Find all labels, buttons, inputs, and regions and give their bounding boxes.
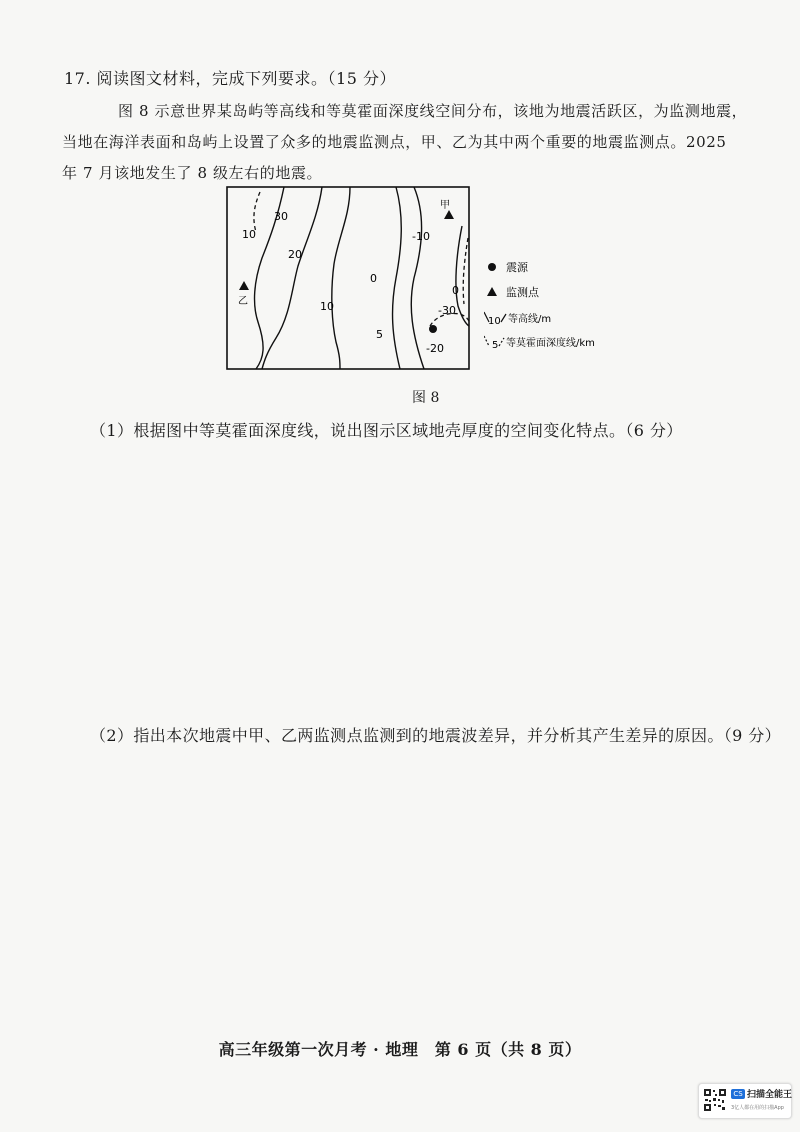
scanner-logo-icon: CS: [731, 1089, 745, 1099]
station-jia-triangle-icon: [444, 210, 454, 219]
intro-line-2: 当地在海洋表面和岛屿上设置了众多的地震监测点，甲、乙为其中两个重要的地震监测点。2025: [62, 133, 727, 151]
station-yi-triangle-icon: [239, 281, 249, 290]
legend-moho-label: 等莫霍面深度线/km: [506, 338, 595, 349]
scanner-title: 扫描全能王: [747, 1090, 793, 1100]
epicenter-dot-icon: [429, 325, 437, 333]
moho-line: [254, 192, 260, 232]
contour-label: -10: [412, 230, 430, 243]
contour-label: -30: [438, 304, 456, 317]
legend-contour-label: 等高线/m: [508, 314, 552, 325]
legend-contour-sample: 10: [488, 316, 501, 327]
contour-label: 30: [274, 210, 288, 223]
legend-contour-line-icon: [501, 314, 506, 322]
scanner-watermark-badge: [698, 1083, 792, 1119]
contour-label: 0: [452, 284, 459, 297]
moho-line: [463, 238, 468, 304]
legend-moho-sample: 5: [492, 340, 499, 351]
contour-line: [262, 187, 322, 369]
contour-label: 10: [242, 228, 256, 241]
contour-line: [332, 187, 350, 369]
scanner-subtitle: 3亿人都在用的扫描App: [731, 1105, 784, 1111]
question-header: 17. 阅读图文材料，完成下列要求。（15 分）: [64, 69, 396, 88]
moho-label: 5: [376, 328, 383, 341]
qr-code-icon: [703, 1088, 727, 1112]
figure-caption: 图 8: [412, 390, 440, 406]
sub-question-1: （1）根据图中等莫霍面深度线，说出图示区域地壳厚度的空间变化特点。（6 分）: [90, 421, 683, 440]
legend-station-label: 监测点: [506, 286, 539, 299]
contour-line: [411, 187, 424, 369]
contour-line: [393, 187, 402, 369]
contour-label: 0: [370, 272, 377, 285]
page-footer: 高三年级第一次月考 · 地理 第 6 页（共 8 页）: [218, 1040, 582, 1059]
contour-map: [226, 186, 470, 370]
moho-label: -20: [426, 342, 444, 355]
legend-epicenter-icon: [488, 263, 496, 271]
sub-question-2: （2）指出本次地震中甲、乙两监测点监测到的地震波差异，并分析其产生差异的原因。（9 分）: [90, 726, 782, 745]
contour-label: 20: [288, 248, 302, 261]
intro-line-1: 图 8 示意世界某岛屿等高线和等莫霍面深度线空间分布，该地为地震活跃区，为监测地震，: [118, 102, 748, 120]
legend-station-icon: [487, 287, 497, 296]
contour-label: 10: [320, 300, 334, 313]
legend-moho-line-icon: [484, 336, 489, 346]
station-jia-label: 甲: [440, 200, 450, 211]
question-intro: [62, 96, 780, 189]
intro-line-3: 年 7 月该地发生了 8 级左右的地震。: [62, 164, 323, 182]
legend-moho-line-icon: [499, 338, 504, 346]
station-yi-label: 乙: [238, 296, 248, 307]
legend-epicenter-label: 震源: [506, 261, 528, 274]
map-legend: [484, 258, 644, 352]
